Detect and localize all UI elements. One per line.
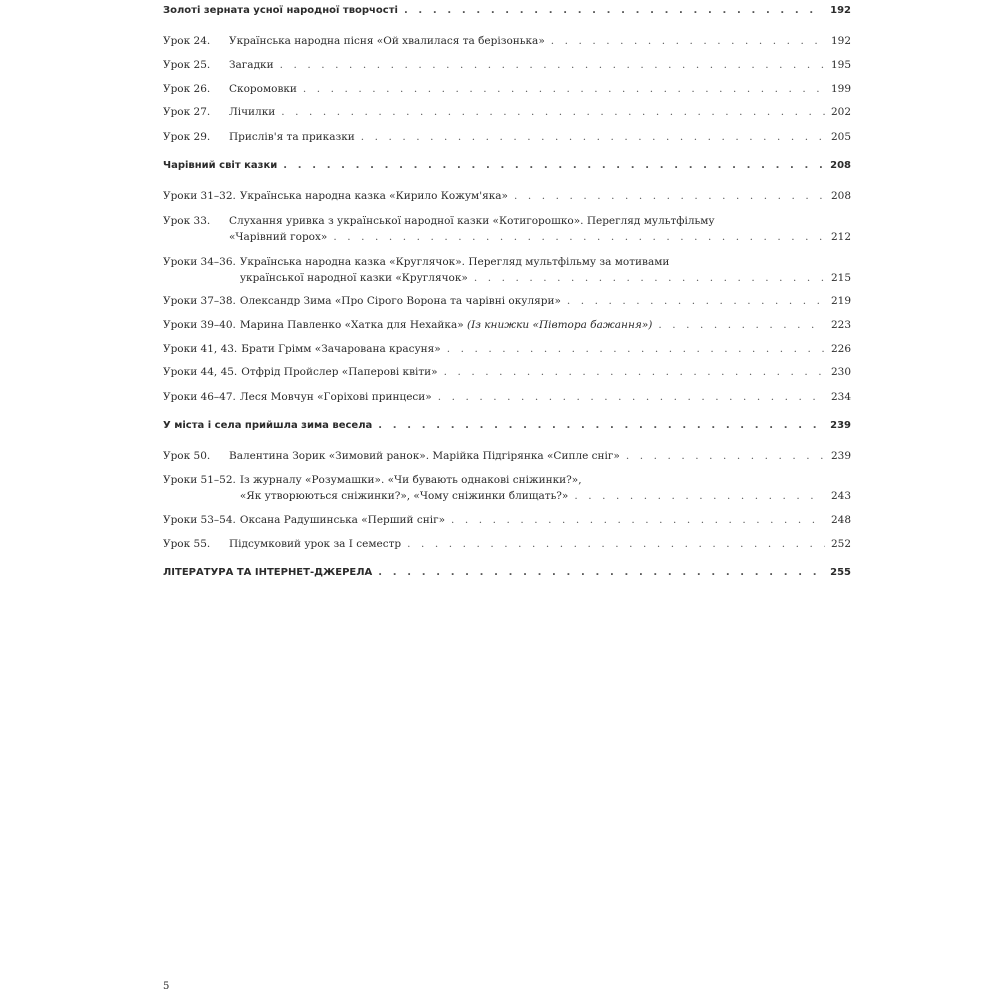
leader-dots bbox=[378, 565, 824, 581]
leader-dots bbox=[444, 364, 825, 380]
page-number: 226 bbox=[830, 343, 851, 355]
page-number: 219 bbox=[830, 295, 851, 307]
toc-section bbox=[163, 158, 851, 174]
lesson-number: Урок 26. bbox=[163, 83, 211, 95]
lesson-title-continued: української народної казки «Круглячок» bbox=[239, 272, 468, 284]
page-number: 230 bbox=[830, 366, 851, 378]
section-title: Золоті зерната усної народної творчості bbox=[163, 5, 398, 16]
lesson-number: Уроки 51–52. bbox=[163, 474, 236, 486]
leader-dots bbox=[626, 448, 825, 464]
toc-entry bbox=[163, 104, 851, 120]
lesson-number: Уроки 31–32. bbox=[163, 190, 236, 202]
leader-dots bbox=[474, 270, 825, 286]
lesson-number: Уроки 37–38. bbox=[163, 295, 236, 307]
lesson-title: Загадки bbox=[229, 59, 274, 71]
lesson-title: Валентина Зорик «Зимовий ранок». Марійка Підгірянка «Сипле сніг» bbox=[229, 450, 620, 462]
leader-dots bbox=[447, 341, 825, 357]
lesson-title-continued: «Чарівний горох» bbox=[229, 231, 328, 243]
leader-dots bbox=[361, 129, 825, 145]
section-title: Чарівний світ казки bbox=[163, 160, 278, 171]
lesson-title: Леся Мовчун «Горіхові принцеси» bbox=[239, 391, 432, 403]
lesson-number: Уроки 44, 45. bbox=[163, 366, 238, 378]
lesson-title: Українська народна казка «Кирило Кожум'яка» bbox=[239, 190, 508, 202]
lesson-title-continued: «Як утворюються сніжинки?», «Чому сніжинки блищать?» bbox=[239, 490, 569, 502]
page-number: 202 bbox=[830, 106, 851, 118]
toc-entry bbox=[163, 57, 851, 73]
lesson-source-note: (Із книжки «Півтора бажання») bbox=[466, 319, 653, 331]
lesson-number: Урок 27. bbox=[163, 106, 211, 118]
lesson-number: Уроки 34–36. bbox=[163, 256, 236, 268]
lesson-title: Марина Павленко «Хатка для Нехайка» bbox=[239, 319, 464, 331]
page-number: 195 bbox=[830, 59, 851, 71]
lesson-title: Отфрід Пройслер «Паперові квіти» bbox=[241, 366, 438, 378]
lesson-number: Уроки 39–40. bbox=[163, 319, 236, 331]
leader-dots bbox=[451, 512, 825, 528]
page-number: 205 bbox=[830, 131, 851, 143]
leader-dots bbox=[438, 389, 825, 405]
lesson-title: Лічилки bbox=[229, 106, 276, 118]
toc-section bbox=[163, 418, 851, 434]
page-number: 223 bbox=[830, 319, 851, 331]
toc-entry bbox=[163, 293, 851, 309]
leader-dots bbox=[567, 293, 825, 309]
leader-dots bbox=[280, 57, 825, 73]
page-number: 208 bbox=[830, 160, 851, 171]
leader-dots bbox=[404, 3, 824, 19]
section-title: ЛІТЕРАТУРА ТА ІНТЕРНЕТ-ДЖЕРЕЛА bbox=[163, 567, 373, 578]
lesson-title: Українська народна казка «Круглячок». Перегляд мультфільму за мотивами bbox=[239, 256, 670, 268]
toc-entry bbox=[163, 33, 851, 49]
lesson-number: Урок 33. bbox=[163, 215, 211, 227]
page-number: 239 bbox=[830, 420, 851, 431]
page-number: 248 bbox=[830, 514, 851, 526]
page-number: 199 bbox=[830, 83, 851, 95]
page-number: 215 bbox=[830, 272, 851, 284]
leader-dots bbox=[283, 158, 824, 174]
lesson-number: Урок 25. bbox=[163, 59, 211, 71]
toc-entry bbox=[163, 364, 851, 380]
page-number: 243 bbox=[830, 490, 851, 502]
toc-section bbox=[163, 565, 851, 581]
toc-entry bbox=[163, 188, 851, 204]
lesson-title: Скоромовки bbox=[229, 83, 297, 95]
page-number: 192 bbox=[830, 35, 851, 47]
leader-dots bbox=[658, 317, 825, 333]
footer-page-number: 5 bbox=[163, 981, 170, 992]
lesson-title: Із журналу «Розумашки». «Чи бувають однакові сніжинки?», bbox=[239, 474, 582, 486]
leader-dots bbox=[551, 33, 825, 49]
leader-dots bbox=[333, 229, 825, 245]
lesson-number: Уроки 46–47. bbox=[163, 391, 236, 403]
lesson-number: Урок 29. bbox=[163, 131, 211, 143]
lesson-title: Прислів'я та приказки bbox=[229, 131, 355, 143]
leader-dots bbox=[303, 81, 825, 97]
toc-entry bbox=[163, 254, 851, 286]
leader-dots bbox=[281, 104, 825, 120]
toc-entry bbox=[163, 213, 851, 245]
lesson-title: Олександр Зима «Про Сірого Ворона та чарівні окуляри» bbox=[239, 295, 561, 307]
lesson-title: Українська народна пісня «Ой хвалилася та берізонька» bbox=[229, 35, 545, 47]
lesson-title: Слухання уривка з української народної казки «Котигорошко». Перегляд мультфільму bbox=[229, 215, 715, 227]
leader-dots bbox=[574, 488, 825, 504]
lesson-number: Уроки 53–54. bbox=[163, 514, 236, 526]
toc-section bbox=[163, 3, 851, 19]
leader-dots bbox=[378, 418, 824, 434]
toc-entry bbox=[163, 512, 851, 528]
page-number: 192 bbox=[830, 5, 851, 16]
toc-entry bbox=[163, 536, 851, 552]
toc-entry bbox=[163, 129, 851, 145]
toc-entry bbox=[163, 81, 851, 97]
leader-dots bbox=[514, 188, 825, 204]
lesson-number: Урок 50. bbox=[163, 450, 211, 462]
page-number: 208 bbox=[830, 190, 851, 202]
leader-dots bbox=[407, 536, 825, 552]
page-number: 252 bbox=[830, 538, 851, 550]
lesson-title: Брати Грімм «Зачарована красуня» bbox=[241, 343, 441, 355]
lesson-title: Оксана Радушинська «Перший сніг» bbox=[239, 514, 446, 526]
page-number: 255 bbox=[830, 567, 851, 578]
toc-entry bbox=[163, 472, 851, 504]
page-number: 239 bbox=[830, 450, 851, 462]
page-number: 212 bbox=[830, 231, 851, 243]
toc-entry bbox=[163, 448, 851, 464]
lesson-title: Підсумковий урок за І семестр bbox=[229, 538, 402, 550]
page-number: 234 bbox=[830, 391, 851, 403]
toc-entry bbox=[163, 341, 851, 357]
lesson-number: Уроки 41, 43. bbox=[163, 343, 238, 355]
lesson-number: Урок 55. bbox=[163, 538, 211, 550]
toc-entry bbox=[163, 389, 851, 405]
lesson-number: Урок 24. bbox=[163, 35, 211, 47]
section-title: У міста і села прийшла зима весела bbox=[163, 420, 373, 431]
toc-entry bbox=[163, 317, 851, 333]
